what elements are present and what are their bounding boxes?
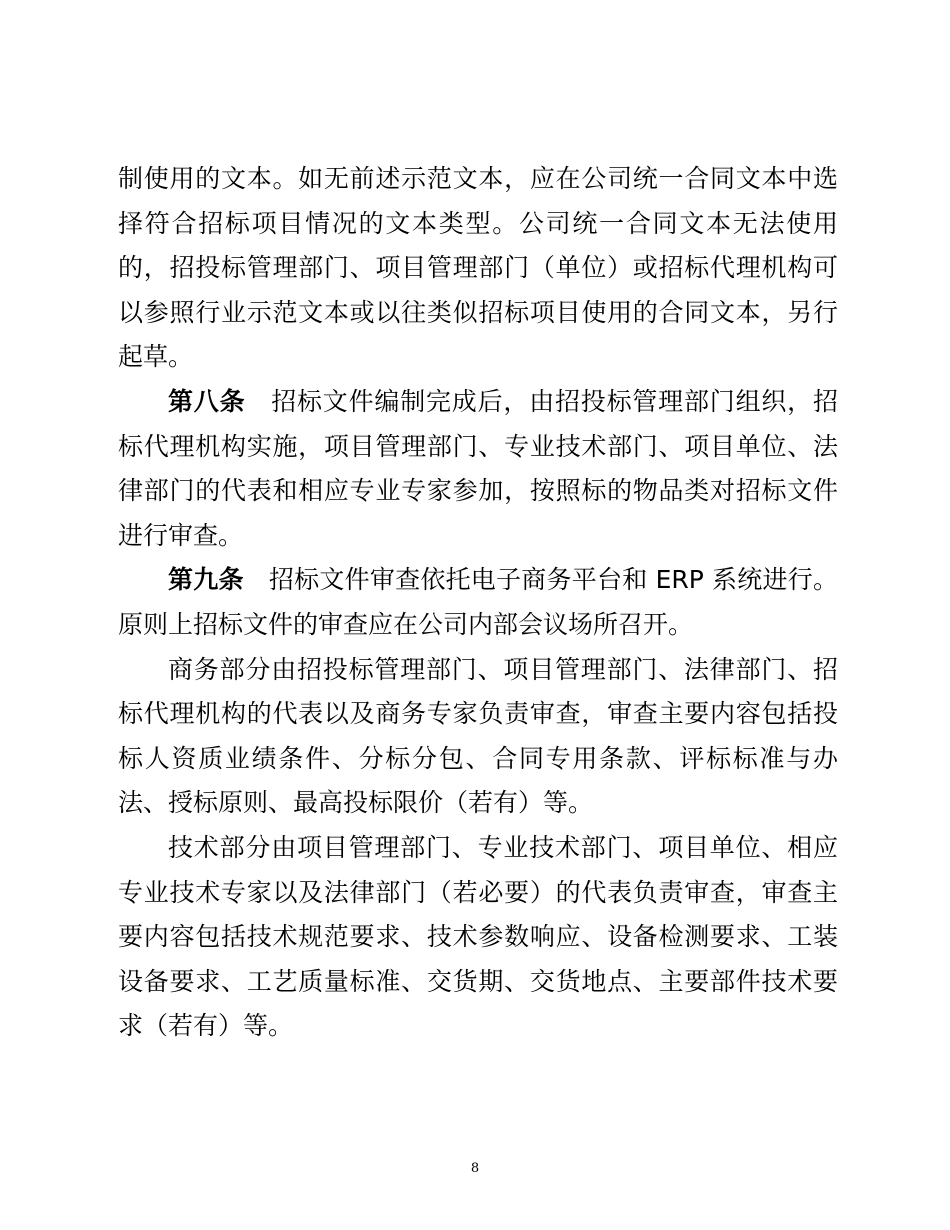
paragraph-technical-review — [118, 826, 838, 1049]
paragraph-commercial-review — [118, 648, 838, 826]
paragraph-text: 招标文件审查依托电子商务平台和 ERP 系统进行。原则上招标文件的审查应在公司内部会议场所召开。 — [118, 565, 838, 639]
article-9-label: 第九条 — [168, 565, 244, 595]
article-8-label: 第八条 — [168, 386, 246, 416]
paragraph-text: 技术部分由项目管理部门、专业技术部门、项目单位、相应专业技术专家以及法律部门（若必要）的代表负责审查，审查主要内容包括技术规范要求、技术参数响应、设备检测要求、工装设备要求、工艺质量标准、交货期、交货地点、主要部件技术要求（若有）等。 — [118, 832, 838, 1041]
page-number: 8 — [470, 1161, 480, 1176]
paragraph-article-8 — [118, 380, 838, 558]
paragraph-article-9 — [118, 558, 838, 647]
document-body — [118, 157, 838, 1049]
paragraph-text: 制使用的文本。如无前述示范文本，应在公司统一合同文本中选择符合招标项目情况的文本类型。公司统一合同文本无法使用的，招投标管理部门、项目管理部门（单位）或招标代理机构可以参照行业示范文本或以往类似招标项目使用的合同文本，另行起草。 — [118, 164, 838, 372]
paragraph-contract-text — [118, 157, 838, 380]
paragraph-text: 商务部分由招投标管理部门、项目管理部门、法律部门、招标代理机构的代表以及商务专家负责审查，审查主要内容包括投标人资质业绩条件、分标分包、合同专用条款、评标标准与办法、授标原则、最高投标限价（若有）等。 — [118, 654, 838, 818]
paragraph-text: 招标文件编制完成后，由招投标管理部门组织，招标代理机构实施，项目管理部门、专业技术部门、项目单位、法律部门的代表和相应专业专家参加，按照标的物品类对招标文件进行审查。 — [118, 386, 838, 550]
